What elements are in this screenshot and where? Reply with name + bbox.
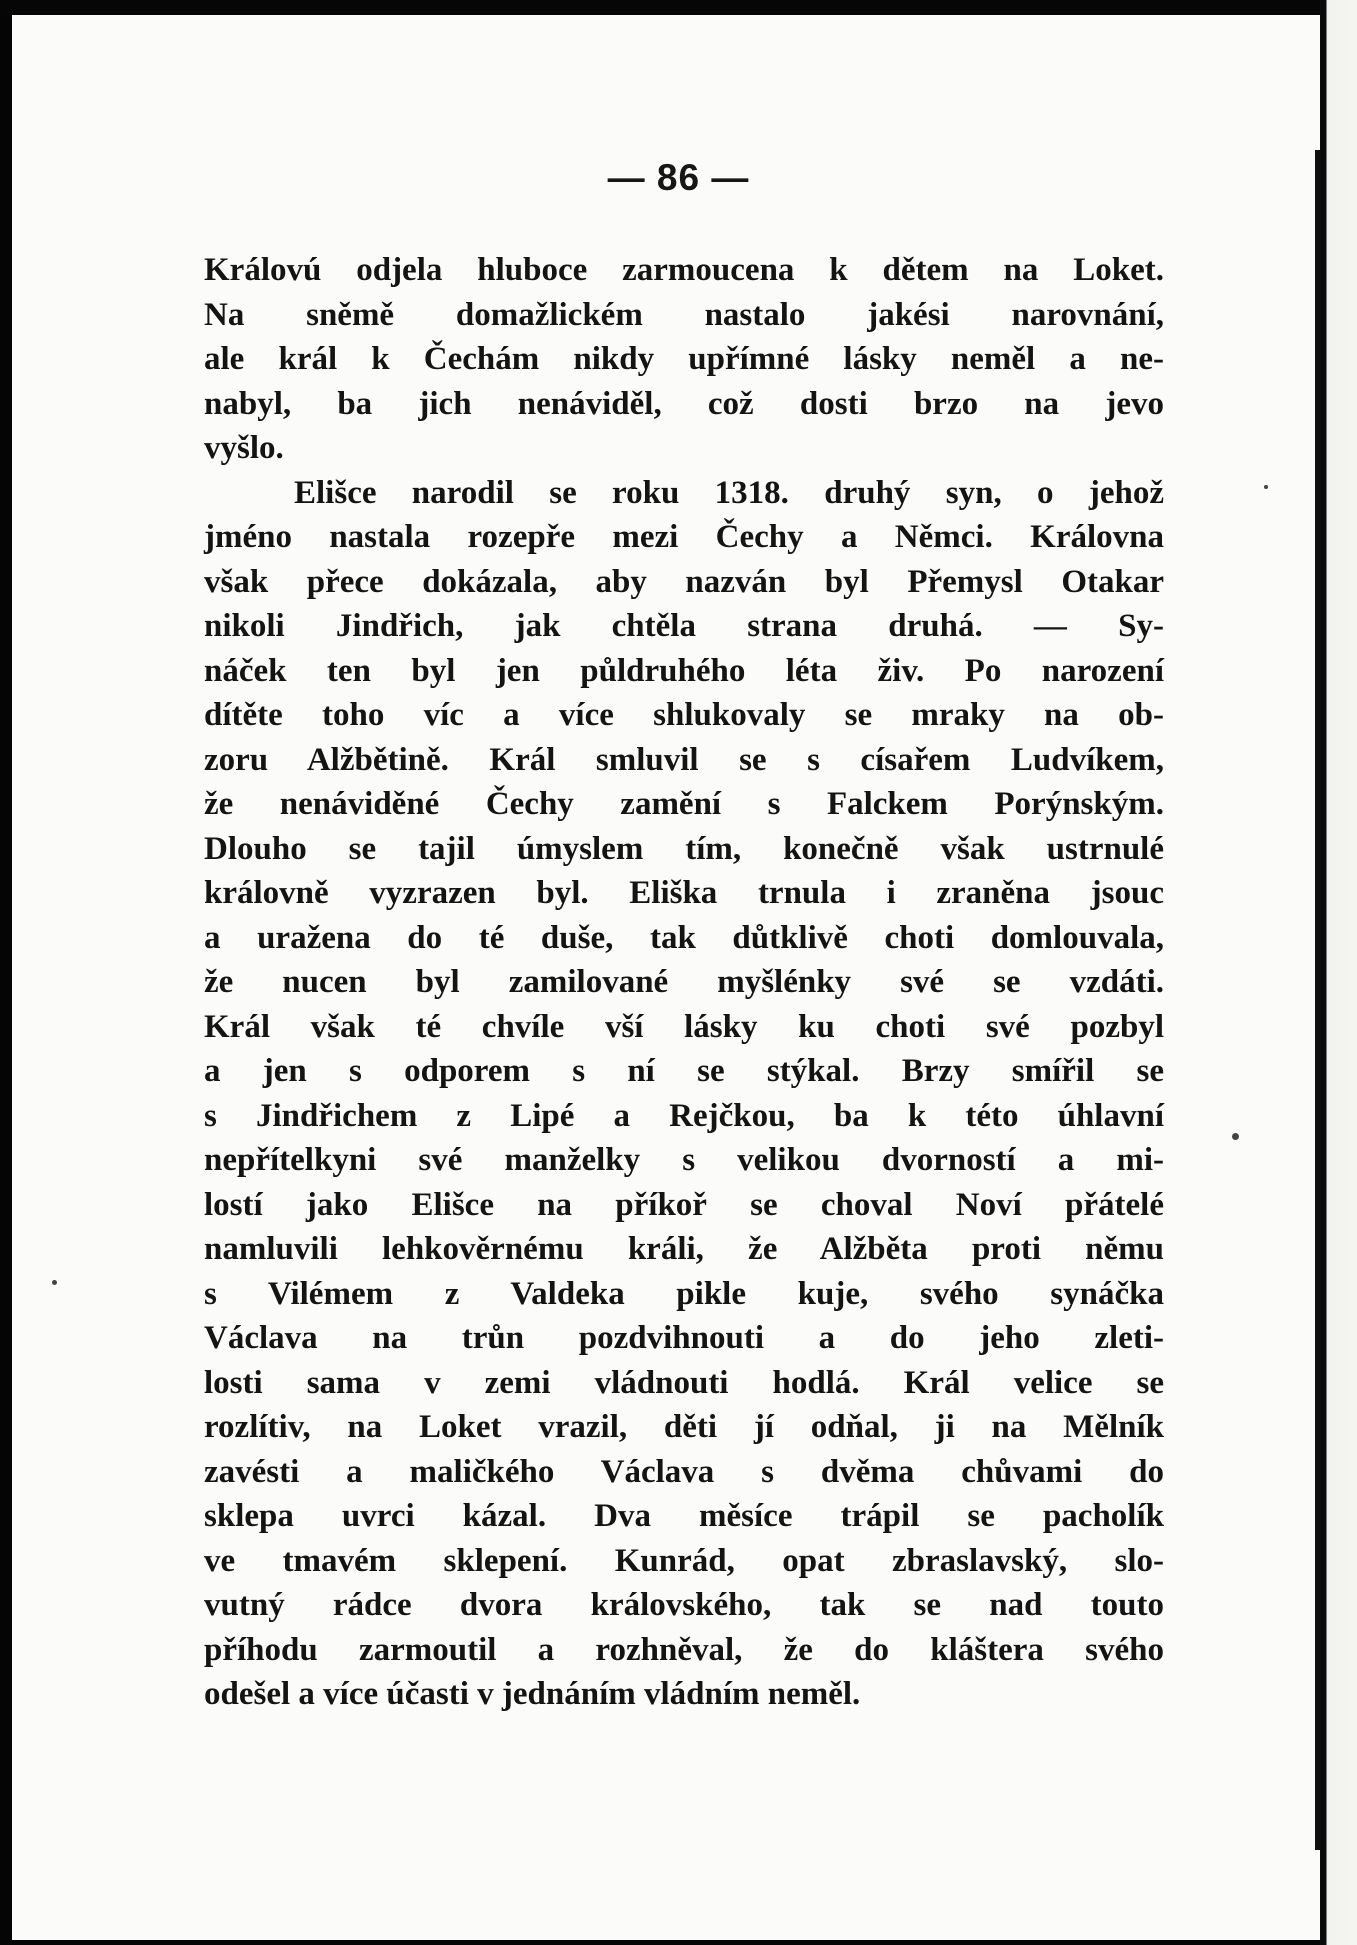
text-line: však přece dokázala, aby nazván byl Přemysl Otakar (204, 563, 1164, 600)
body-text (204, 248, 1164, 1717)
scan-top-border (0, 0, 1357, 15)
print-speck (1264, 485, 1268, 489)
text-line: zavésti a maličkého Václava s dvěma chůvami do (204, 1453, 1164, 1490)
text-line: sklepa uvrci kázal. Dva měsíce trápil se pacholík (204, 1498, 1164, 1534)
print-speck (52, 1280, 57, 1285)
text-line: Dlouho se tajil úmyslem tím, konečně však ustrnulé (204, 830, 1164, 867)
text-line: a jen s odporem s ní se stýkal. Brzy smířil se (204, 1053, 1164, 1089)
text-line: lostí jako Elišce na příkoř se choval Noví přátelé (204, 1186, 1164, 1223)
text-line: ve tmavém sklepení. Kunrád, opat zbraslavský, slo- (204, 1542, 1164, 1579)
scan-right-border (1320, 0, 1357, 1945)
text-line: zoru Alžbětině. Král smluvil se s císařem Ludvíkem, (204, 741, 1164, 778)
text-line: královně vyzrazen byl. Eliška trnula i zraněna jsouc (204, 875, 1164, 911)
text-line: vyšlo. (204, 430, 284, 466)
text-line: ale král k Čechám nikdy upřímné lásky neměl a ne- (204, 341, 1164, 377)
text-line: a uražena do té duše, tak důtklivě choti domlouvala, (204, 919, 1164, 956)
text-line: Václava na trůn pozdvihnouti a do jeho zleti- (204, 1320, 1164, 1356)
text-line: nikoli Jindřich, jak chtěla strana druhá. — Sy- (204, 608, 1164, 644)
text-line: Na sněmě domažlickém nastalo jakési narovnání, (204, 296, 1164, 333)
text-line: nepřítelkyni své manželky s velikou dvorností a mi- (204, 1142, 1164, 1178)
text-line: s Vilémem z Valdeka pikle kuje, svého synáčka (204, 1275, 1164, 1312)
text-line: příhodu zarmoutil a rozhněval, že do kláštera svého (204, 1631, 1164, 1668)
paragraph (204, 248, 1164, 471)
text-line: nabyl, ba jich nenáviděl, což dosti brzo na jevo (204, 385, 1164, 422)
text-line: namluvili lehkověrnému králi, že Alžběta proti němu (204, 1231, 1164, 1267)
text-line: že nucen byl zamilované myšlénky své se vzdáti. (204, 964, 1164, 1000)
text-line: náček ten byl jen půldruhého léta živ. Po narození (204, 652, 1164, 689)
paragraph (204, 471, 1164, 1717)
text-line: odešel a více účasti v jednáním vládním neměl. (204, 1676, 861, 1712)
text-line: rozlítiv, na Loket vrazil, děti jí odňal, ji na Mělník (204, 1409, 1164, 1445)
text-line: vutný rádce dvora královského, tak se nad touto (204, 1587, 1164, 1623)
page-number: — 86 — (607, 157, 750, 198)
text-line: Elišce narodil se roku 1318. druhý syn, o jehož (294, 474, 1164, 511)
print-speck (1232, 1133, 1239, 1140)
text-line: Královú odjela hluboce zarmoucena k dětem na Loket. (204, 252, 1164, 288)
text-line: losti sama v zemi vládnouti hodlá. Král velice se (204, 1364, 1164, 1401)
text-line: dítěte toho víc a více shlukovaly se mraky na ob- (204, 697, 1164, 733)
text-line: Král však té chvíle vší lásky ku choti své pozbyl (204, 1008, 1164, 1045)
text-line: že nenáviděné Čechy zamění s Falckem Porýnským. (204, 786, 1164, 822)
text-line: jméno nastala rozepře mezi Čechy a Němci. Královna (204, 519, 1164, 555)
text-line: s Jindřichem z Lipé a Rejčkou, ba k této úhlavní (204, 1097, 1164, 1134)
